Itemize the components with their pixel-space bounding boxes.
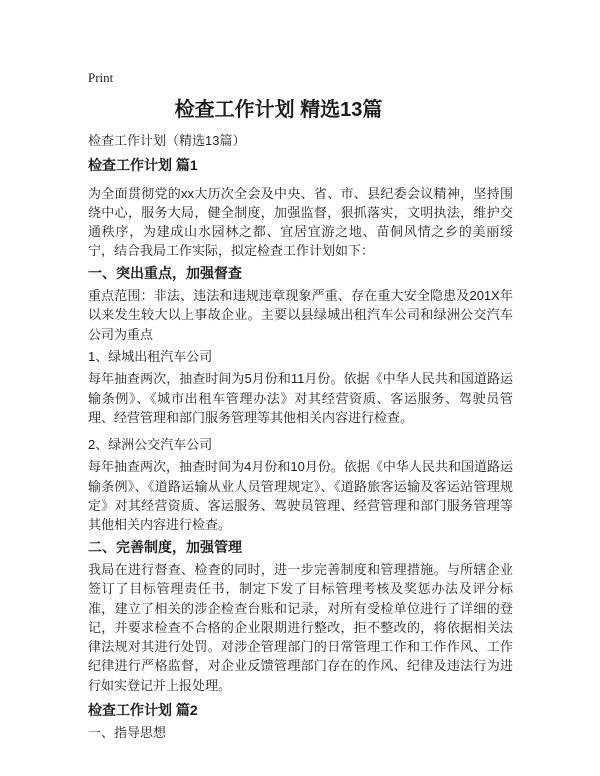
document-subtitle: 检查工作计划（精选13篇）	[88, 133, 246, 148]
article1-intro-paragraph: 为全面贯彻党的xx大历次全会及中央、省、市、县纪委会议精神，坚持围绕中心，服务大局，健全制度，加强监督，狠抓落实，文明执法，维护交通秩序，为建成山水园林之都、宜居宜游之地、苗侗风情之乡的美丽绥宁，结合我局工作实际，拟定检查工作计划如下：	[88, 185, 513, 259]
page-title: 检查工作计划 精选13篇	[174, 99, 383, 121]
article1-section1-heading: 一、突出重点，加强督查	[88, 264, 242, 281]
article1-item1-title: 1、绿城出租汽车公司	[88, 348, 213, 364]
article1-item2-body: 每年抽查两次，抽查时间为4月份和10月份。依据《中华人民共和国道路运输条例》、《道路运输从业人员管理规定》、《道路旅客运输及客运站管理规定》对其经营资质、客运服务、驾驶员管理、经营管理和部门服务管理等其他相关内容进行检查。	[88, 459, 513, 533]
article2-heading: 检查工作计划 篇2	[88, 702, 198, 719]
article1-section2-body: 我局在进行督查、检查的同时，进一步完善制度和管理措施。与所辖企业签订了目标管理责任书，制定下发了目标管理考核及奖惩办法及评分标准，建立了相关的涉企检查台账和记录，对所有受检单位进行了详细的登记，并要求检查不合格的企业限期进行整改，拒不整改的，将依据相关法律法规对其进行处罚。对涉企管理部门的日常管理工作和工作作风、工作纪律进行严格监督，对企业反馈管理部门存在的作风、纪律及违法行为进行如实登记并上报处理。	[88, 561, 513, 693]
article1-item1-body: 每年抽查两次，抽查时间为5月份和11月份。依据《中华人民共和国道路运输条例》、《城市出租车管理办法》对其经营资质、客运服务、驾驶员管理、经营管理和部门服务管理等其他相关内容进行检查。	[88, 371, 513, 425]
print-link[interactable]: Print	[88, 70, 114, 85]
article1-item2-title: 2、绿洲公交汽车公司	[88, 437, 213, 453]
article2-section1-heading: 一、指导思想	[88, 725, 167, 741]
article1-section2-heading: 二、完善制度，加强管理	[88, 538, 242, 555]
article1-section1-scope-paragraph: 重点范围：非法、违法和违规违章现象严重、存在重大安全隐患及201X年以来发生较大以上事故企业。主要以县绿城出租汽车公司和绿洲公交汽车公司为重点	[88, 288, 513, 342]
article1-heading: 检查工作计划 篇1	[88, 157, 198, 174]
document-content	[88, 0, 513, 743]
